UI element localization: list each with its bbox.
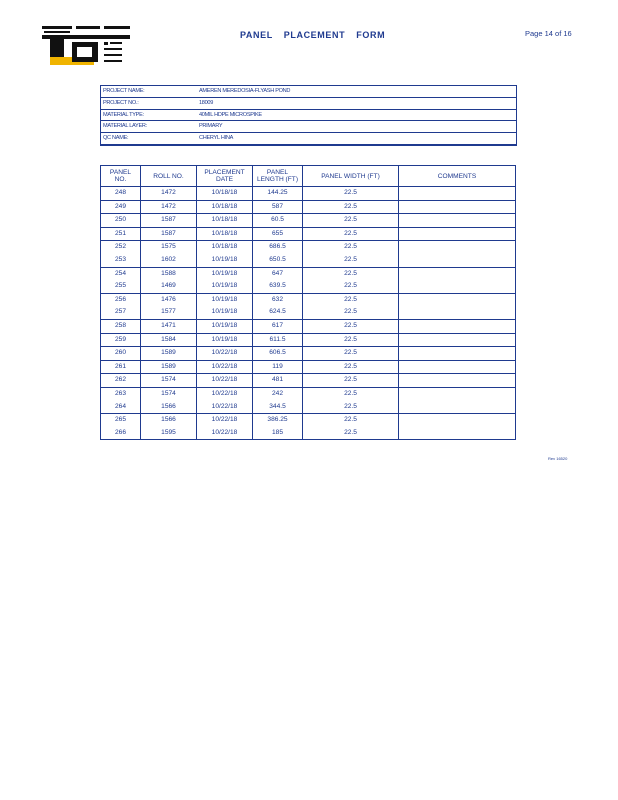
table-row [101,293,516,306]
table-row [101,360,516,374]
panel-length-cell: 481 [253,374,303,388]
table-row [101,214,516,228]
table-row [101,333,516,347]
comments-cell [399,187,516,201]
panel-length-cell: 242 [253,387,303,400]
panel-width-cell: 22.5 [303,280,399,293]
table-row [101,241,516,254]
comments-cell [399,319,516,333]
panel-no-cell: 250 [101,214,141,228]
placement-date-cell: 10/22/18 [197,374,253,388]
panel-width-cell: 22.5 [303,267,399,280]
table-row [101,401,516,414]
comments-cell [399,200,516,214]
placement-date-cell: 10/19/18 [197,306,253,319]
page-number: Page 14 of 16 [525,29,572,38]
comments-cell [399,254,516,267]
panel-width-cell: 22.5 [303,306,399,319]
material-layer-label: MATERIAL LAYER: [103,123,147,130]
panel-no-cell: 256 [101,293,141,306]
panel-length-cell: 185 [253,427,303,440]
table-row [101,200,516,214]
panel-no-cell: 260 [101,347,141,361]
comments-cell [399,387,516,400]
table-row [101,347,516,361]
qc-name-row [101,133,516,144]
roll-no-cell: 1574 [141,374,197,388]
table-row [101,319,516,333]
panel-length-cell: 611.5 [253,333,303,347]
panel-width-cell: 22.5 [303,254,399,267]
table-row [101,306,516,319]
panel-no-cell: 249 [101,200,141,214]
placement-date-cell: 10/18/18 [197,227,253,241]
panel-no-cell: 262 [101,374,141,388]
placement-date-cell: 10/22/18 [197,347,253,361]
panel-length-cell: 650.5 [253,254,303,267]
roll-no-cell: 1566 [141,401,197,414]
roll-no-cell: 1566 [141,414,197,427]
project-name-label: PROJECT NAME: [103,88,145,94]
panel-no-cell: 263 [101,387,141,400]
roll-no-cell: 1589 [141,360,197,374]
placement-date-cell: 10/18/18 [197,200,253,214]
roll-no-cell: 1584 [141,333,197,347]
panel-width-cell: 22.5 [303,293,399,306]
panel-no-cell: 254 [101,267,141,280]
project-no-label: PROJECT NO.: [103,99,139,106]
comments-cell [399,214,516,228]
placement-date-cell: 10/18/18 [197,214,253,228]
table-header-row [101,166,516,187]
panel-no-cell: 253 [101,254,141,267]
panel-width-cell: 22.5 [303,414,399,427]
col-header-placement-date: PLACEMENT DATE [197,166,253,187]
material-layer-value: PRIMARY [199,123,223,130]
placement-date-cell: 10/18/18 [197,187,253,201]
panel-length-cell: 606.5 [253,347,303,361]
comments-cell [399,333,516,347]
comments-cell [399,293,516,306]
panel-length-cell: 647 [253,267,303,280]
company-logo [42,24,134,70]
material-layer-row [101,121,516,133]
placement-date-cell: 10/19/18 [197,280,253,293]
project-name-row [101,86,516,98]
panel-length-cell: 686.5 [253,241,303,254]
panel-width-cell: 22.5 [303,387,399,400]
placement-date-cell: 10/19/18 [197,319,253,333]
roll-no-cell: 1472 [141,187,197,201]
qc-name-label: QC NAME: [103,135,129,142]
roll-no-cell: 1472 [141,200,197,214]
comments-cell [399,401,516,414]
panel-length-cell: 587 [253,200,303,214]
panel-length-cell: 344.5 [253,401,303,414]
table-row [101,187,516,201]
placement-date-cell: 10/18/18 [197,241,253,254]
material-type-row [101,110,516,122]
placement-date-cell: 10/19/18 [197,254,253,267]
comments-cell [399,414,516,427]
panel-width-cell: 22.5 [303,227,399,241]
placement-date-cell: 10/22/18 [197,360,253,374]
roll-no-cell: 1602 [141,254,197,267]
col-header-comments: COMMENTS [399,166,516,187]
project-name-value: AMEREN MEREDOSIA-FLYASH POND [199,88,291,94]
table-row [101,387,516,400]
roll-no-cell: 1476 [141,293,197,306]
comments-cell [399,360,516,374]
panel-width-cell: 22.5 [303,241,399,254]
placement-date-cell: 10/22/18 [197,414,253,427]
panel-no-cell: 257 [101,306,141,319]
revision-note: Rev 16520 [548,456,568,461]
panel-width-cell: 22.5 [303,360,399,374]
panel-length-cell: 386.25 [253,414,303,427]
panel-length-cell: 60.5 [253,214,303,228]
comments-cell [399,227,516,241]
placement-date-cell: 10/19/18 [197,333,253,347]
table-row [101,374,516,388]
comments-cell [399,374,516,388]
comments-cell [399,347,516,361]
panel-width-cell: 22.5 [303,187,399,201]
table-row [101,254,516,267]
panel-width-cell: 22.5 [303,347,399,361]
panel-no-cell: 264 [101,401,141,414]
panel-no-cell: 258 [101,319,141,333]
roll-no-cell: 1469 [141,280,197,293]
placement-date-cell: 10/22/18 [197,387,253,400]
panel-no-cell: 255 [101,280,141,293]
placement-date-cell: 10/22/18 [197,427,253,440]
roll-no-cell: 1588 [141,267,197,280]
project-no-value: 18009 [199,99,214,106]
table-row [101,267,516,280]
comments-cell [399,267,516,280]
roll-no-cell: 1575 [141,241,197,254]
material-type-value: 40MIL HDPE MICROSPIKE [199,111,262,118]
table-row [101,227,516,241]
col-header-panel-length: PANEL LENGTH (FT) [253,166,303,187]
panel-length-cell: 624.5 [253,306,303,319]
panel-width-cell: 22.5 [303,214,399,228]
panel-length-cell: 119 [253,360,303,374]
table-row [101,427,516,440]
project-no-row [101,98,516,110]
panel-length-cell: 655 [253,227,303,241]
col-header-roll-no: ROLL NO. [141,166,197,187]
comments-cell [399,306,516,319]
roll-no-cell: 1589 [141,347,197,361]
panel-width-cell: 22.5 [303,401,399,414]
panel-no-cell: 261 [101,360,141,374]
roll-no-cell: 1587 [141,214,197,228]
panel-width-cell: 22.5 [303,427,399,440]
panel-no-cell: 248 [101,187,141,201]
roll-no-cell: 1595 [141,427,197,440]
panel-no-cell: 252 [101,241,141,254]
roll-no-cell: 1577 [141,306,197,319]
panel-placement-table [100,165,516,440]
panel-length-cell: 617 [253,319,303,333]
table-row [101,414,516,427]
placement-date-cell: 10/22/18 [197,401,253,414]
material-type-label: MATERIAL TYPE: [103,111,144,118]
col-header-panel-no: PANEL NO. [101,166,141,187]
col-header-panel-width: PANEL WIDTH (FT) [303,166,399,187]
panel-length-cell: 639.5 [253,280,303,293]
panel-width-cell: 22.5 [303,374,399,388]
panel-length-cell: 632 [253,293,303,306]
qc-name-value: CHERYL HINA [199,135,234,142]
panel-no-cell: 259 [101,333,141,347]
comments-cell [399,427,516,440]
panel-no-cell: 266 [101,427,141,440]
roll-no-cell: 1574 [141,387,197,400]
table-row [101,280,516,293]
placement-date-cell: 10/19/18 [197,267,253,280]
placement-date-cell: 10/19/18 [197,293,253,306]
panel-no-cell: 265 [101,414,141,427]
panel-no-cell: 251 [101,227,141,241]
panel-width-cell: 22.5 [303,200,399,214]
form-title: PANEL PLACEMENT FORM [240,30,386,40]
panel-width-cell: 22.5 [303,333,399,347]
panel-width-cell: 22.5 [303,319,399,333]
roll-no-cell: 1587 [141,227,197,241]
roll-no-cell: 1471 [141,319,197,333]
comments-cell [399,241,516,254]
project-info-box [100,85,517,146]
comments-cell [399,280,516,293]
panel-length-cell: 144.25 [253,187,303,201]
